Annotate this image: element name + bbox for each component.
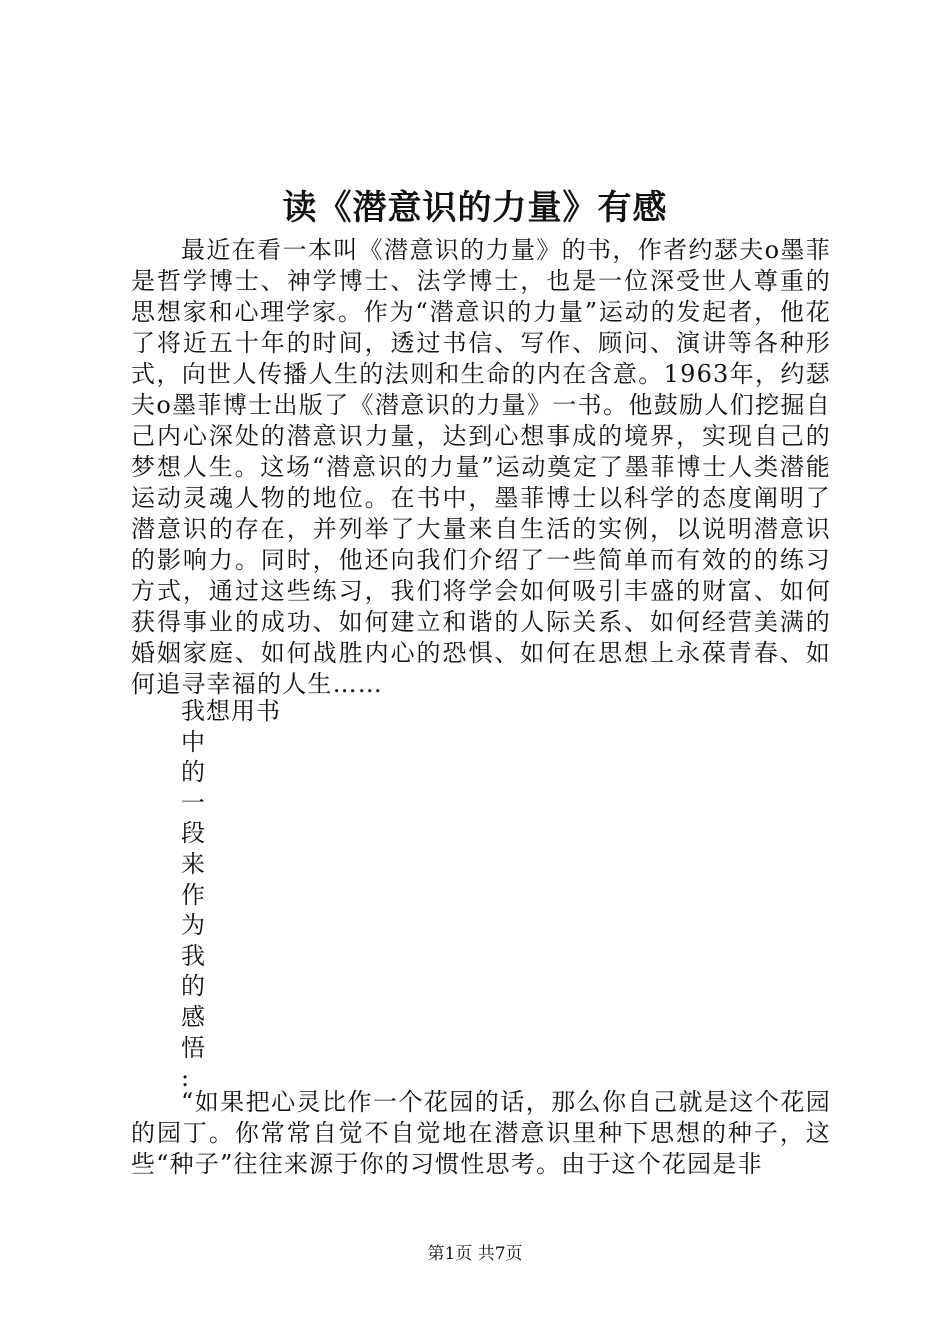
- document-title: 读《潜意识的力量》有感: [282, 188, 668, 228]
- vertical-char: 感: [181, 1002, 205, 1031]
- vertical-char: 来: [181, 849, 205, 878]
- vertical-char: 中: [181, 727, 205, 756]
- vertical-char: 悟: [181, 1033, 205, 1062]
- page-footer: 第1页 共7页: [427, 1244, 523, 1264]
- paragraph-intro: 最近在看一本叫《潜意识的力量》的书，作者约瑟夫o墨菲是哲学博士、神学博士、法学博士，也是一位深受世人尊重的思想家和心理学家。作为“潜意识的力量”运动的发起者，他花了将近五十年的时间，透过书信、写作、顾问、演讲等各种形式，向世人传播人生的法则和生命的内在含意。1963年，约瑟夫o墨菲博士出版了《潜意识的力量》一书。他鼓励人们挖掘自己内心深处的潜意识力量，达到心想事成的境界，实现自己的梦想人生。这场“潜意识的力量”运动奠定了墨菲博士人类潜能运动灵魂人物的地位。在书中，墨菲博士以科学的态度阐明了潜意识的存在，并列举了大量来自生活的实例，以说明潜意识的影响力。同时，他还向我们介绍了一些简单而有效的的练习方式，通过这些练习，我们将学会如何吸引丰盛的财富、如何获得事业的成功、如何建立和谐的人际关系、如何经营美满的婚姻家庭、如何战胜内心的恐惧、如何在思想上永葆青春、如何追寻幸福的人生……: [131, 236, 831, 698]
- vertical-text-block: [181, 696, 281, 1094]
- vertical-text-first-line: 我想用书: [181, 697, 281, 725]
- vertical-char: 的: [181, 758, 205, 787]
- paragraph-quote: “如果把心灵比作一个花园的话，那么你自己就是这个花园的园丁。你常常自觉不自觉地在潜意识里种下思想的种子，这些“种子”往往来源于你的习惯性思考。由于这个花园是非: [131, 1088, 831, 1178]
- vertical-char: 一: [181, 788, 205, 817]
- vertical-char: 作: [181, 880, 205, 909]
- vertical-char: 我: [181, 941, 205, 970]
- vertical-char: 段: [181, 819, 205, 848]
- vertical-char: 的: [181, 972, 205, 1001]
- vertical-char: 为: [181, 911, 205, 940]
- vertical-char: :: [181, 1064, 190, 1093]
